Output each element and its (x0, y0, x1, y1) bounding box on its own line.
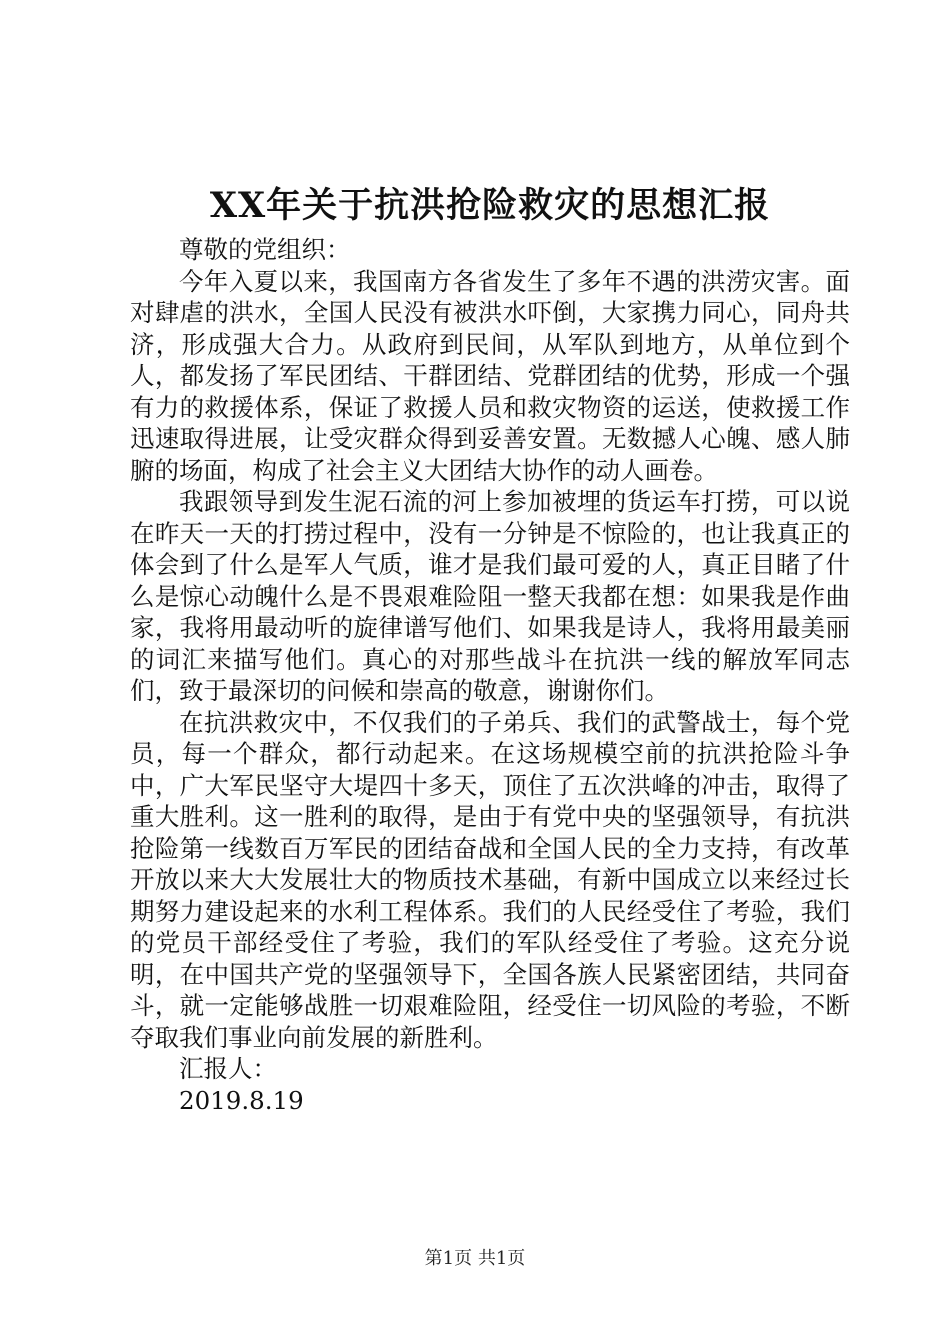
salutation: 尊敬的党组织： (179, 235, 351, 264)
reporter-label: 汇报人： (179, 1054, 277, 1083)
page-number-footer: 第1页 共1页 (424, 1248, 526, 1269)
paragraph-1: 今年入夏以来，我国南方各省发生了多年不遇的洪涝灾害。面对肆虐的洪水，全国人民没有被洪水吓倒，大家携力同心，同舟共济，形成强大合力。从政府到民间，从军队到地方，从单位到个人，都发扬了军民团结、干群团结、党群团结的优势，形成一个强有力的救援体系，保证了救援人员和救灾物资的运送，使救援工作迅速取得进展，让受灾群众得到妥善安置。无数撼人心魄、感人肺腑的场面，构成了社会主义大团结大协作的动人画卷。 (130, 266, 850, 485)
document-page (130, 180, 850, 1116)
document-body (130, 234, 850, 1116)
report-date: 2019.8.19 (179, 1085, 304, 1115)
document-title: XX年关于抗洪抢险救灾的思想汇报 (209, 185, 771, 226)
paragraph-2: 我跟领导到发生泥石流的河上参加被埋的货运车打捞，可以说在昨天一天的打捞过程中，没有一分钟是不惊险的，也让我真正的体会到了什么是军人气质，谁才是我们最可爱的人，真正目睹了什么是惊心动魄什么是不畏艰难险阻一整天我都在想：如果我是作曲家，我将用最动听的旋律谱写他们、如果我是诗人，我将用最美丽的词汇来描写他们。真心的对那些战斗在抗洪一线的解放军同志们，致于最深切的问候和崇高的敬意，谢谢你们。 (130, 487, 850, 705)
paragraph-3: 在抗洪救灾中，不仅我们的子弟兵、我们的武警战士，每个党员，每一个群众，都行动起来。在这场规模空前的抗洪抢险斗争中，广大军民坚守大堤四十多天，顶住了五次洪峰的冲击，取得了重大胜利。这一胜利的取得，是由于有党中央的坚强领导，有抗洪抢险第一线数百万军民的团结奋战和全国人民的全力支持，有改革开放以来大大发展壮大的物质技术基础，有新中国成立以来经过长期努力建设起来的水利工程体系。我们的人民经受住了考验，我们的党员干部经受住了考验，我们的军队经受住了考验。这充分说明，在中国共产党的坚强领导下，全国各族人民紧密团结，共同奋斗，就一定能够战胜一切艰难险阻，经受住一切风险的考验，不断夺取我们事业向前发展的新胜利。 (130, 707, 850, 1052)
